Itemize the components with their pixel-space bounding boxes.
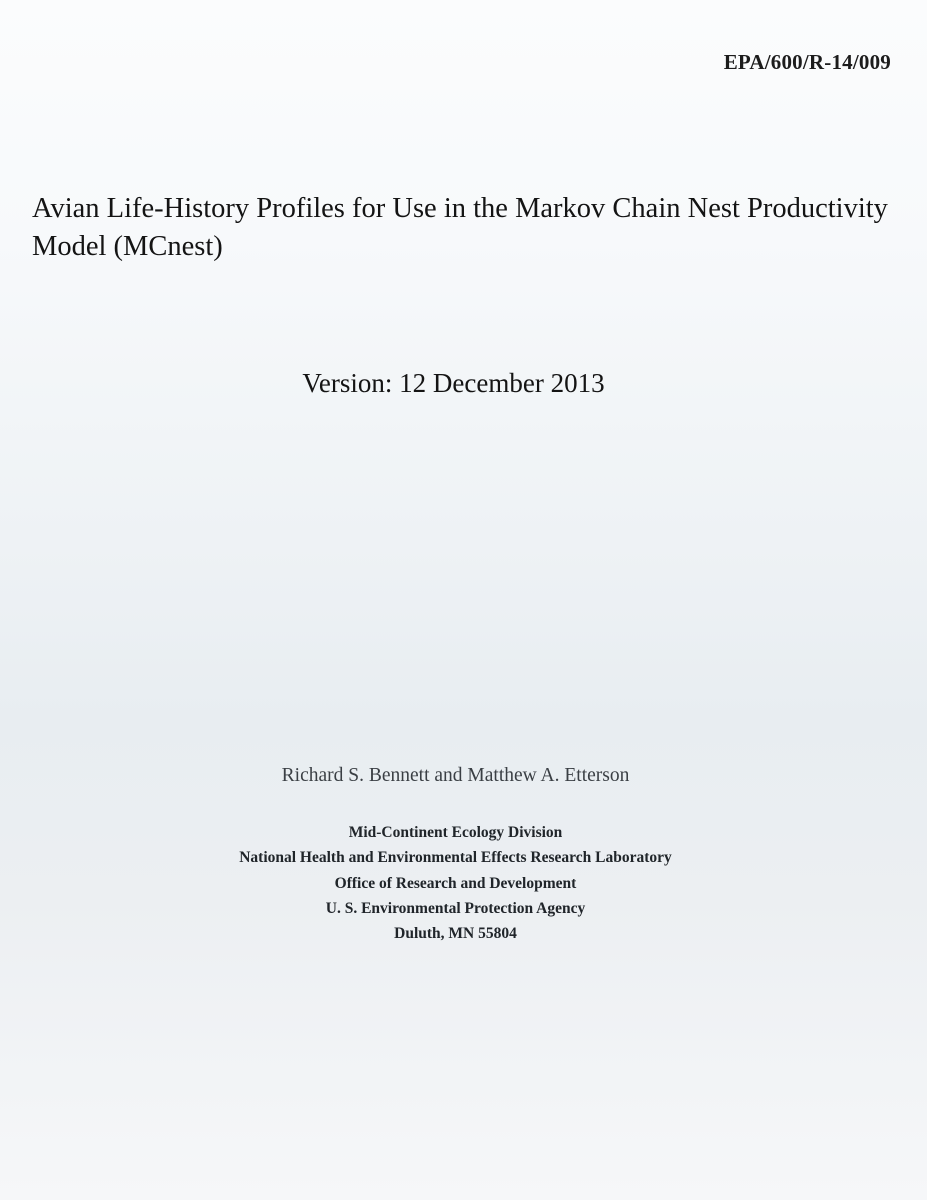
affiliation-block [0,820,927,946]
authors-line: Richard S. Bennett and Matthew A. Etterson [281,765,630,786]
report-number: EPA/600/R-14/009 [723,50,891,74]
affiliation-line-5: Duluth, MN 55804 [394,925,517,942]
affiliation-line-1: Mid-Continent Ecology Division [348,824,563,841]
version-label: Version: 12 December 2013 [302,368,605,398]
affiliation-line-4: U. S. Environmental Protection Agency [325,899,586,917]
title-block [32,190,909,265]
affiliation-line-3: Office of Research and Development [334,874,577,892]
affiliation-line-2: National Health and Environmental Effects Research Laboratory [239,849,672,867]
page-title: Avian Life-History Profiles for Use in the Markov Chain Nest Productivity Model (MCnest) [32,193,888,262]
